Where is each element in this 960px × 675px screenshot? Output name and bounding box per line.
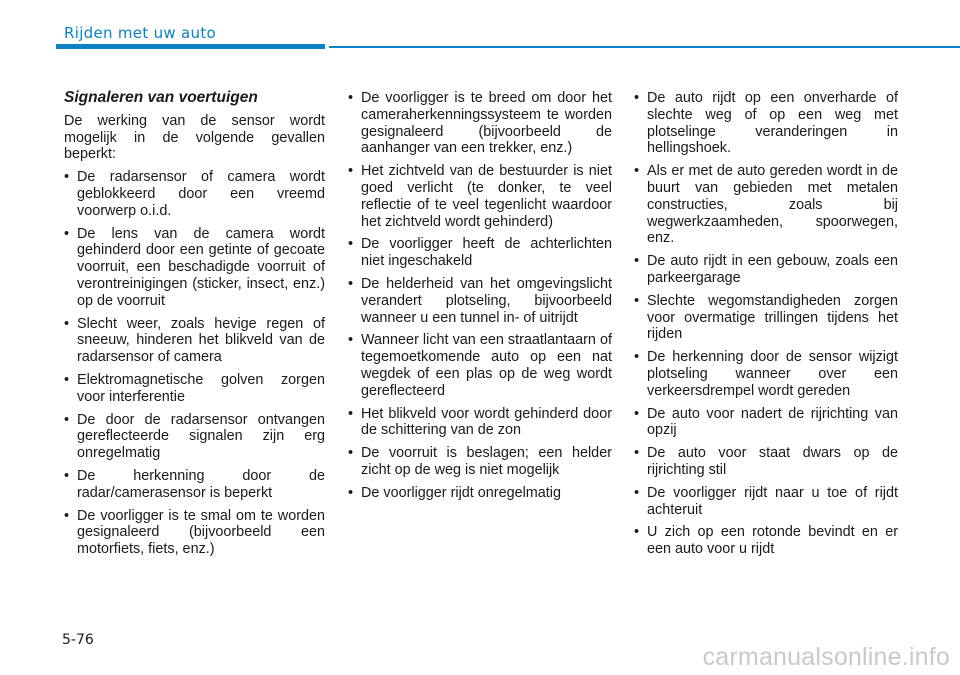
bullet-dot: • bbox=[634, 253, 640, 270]
bullet-dot: • bbox=[634, 90, 640, 106]
list-item-text: De door de radarsensor ontvangen gereflecteerde signalen zijn erg onregelmatig bbox=[77, 411, 325, 462]
list-item-text: Slechte wegomstandigheden zorgen voor overmatige trillingen tijdens het rijden bbox=[647, 292, 898, 343]
subsection-heading: Signaleren van voertuigen bbox=[64, 89, 258, 106]
list-item bbox=[634, 253, 898, 287]
bullet-dot: • bbox=[64, 467, 70, 484]
list-item-text: De voorligger is te smal om te worden gesignaleerd (bijvoorbeeld een motorfiets, fiets, enz.) bbox=[77, 507, 325, 558]
list-item-text: De voorligger is te breed om door het cameraherkenningssysteem te worden gesignaleerd (bijvoorbeeld de aanhanger van een trekker, enz.) bbox=[361, 90, 612, 157]
list-item bbox=[348, 485, 612, 502]
list-item-text: Het blikveld voor wordt gehinderd door de schittering van de zon bbox=[361, 405, 612, 439]
list-item-text: De voorligger heeft de achterlichten niet ingeschakeld bbox=[361, 236, 612, 270]
list-item bbox=[634, 90, 898, 157]
list-item bbox=[348, 163, 612, 230]
list-item-text: De radarsensor of camera wordt geblokkeerd door een vreemd voorwerp o.i.d. bbox=[77, 169, 325, 219]
header-rule-thick bbox=[56, 44, 325, 49]
bullet-dot: • bbox=[64, 315, 70, 332]
bullet-dot: • bbox=[348, 275, 354, 292]
list-item-text: Wanneer licht van een straatlantaarn of tegemoetkomende auto op een nat wegdek of een plas op de weg wordt gereflecteerd bbox=[361, 332, 612, 399]
bullet-dot: • bbox=[64, 371, 70, 388]
list-item bbox=[348, 445, 612, 479]
bullet-dot: • bbox=[634, 405, 640, 422]
bullet-dot: • bbox=[634, 292, 640, 309]
bullet-dot: • bbox=[634, 445, 640, 462]
bullet-dot: • bbox=[634, 484, 640, 501]
bullet-dot: • bbox=[634, 163, 640, 180]
intro-paragraph: De werking van de sensor wordt mogelijk in de volgende gevallen beperkt: bbox=[64, 112, 325, 163]
list-item bbox=[634, 349, 898, 399]
bullet-list bbox=[64, 169, 325, 558]
bullet-dot: • bbox=[64, 225, 70, 242]
list-item bbox=[64, 508, 325, 558]
list-item bbox=[348, 276, 612, 326]
list-item-text: De auto rijdt op een onverharde of slechte weg of op een weg met plotselinge veranderingen in hellingshoek. bbox=[647, 90, 898, 157]
bullet-dot: • bbox=[348, 163, 354, 180]
list-item bbox=[634, 293, 898, 343]
list-item-text: De helderheid van het omgevingslicht verandert plotseling, bijvoorbeeld wanneer u een tunnel in- of uitrijdt bbox=[361, 275, 612, 326]
list-item-text: De auto voor nadert de rijrichting van opzij bbox=[647, 405, 898, 439]
bullet-dot: • bbox=[348, 236, 354, 253]
list-item bbox=[348, 406, 612, 440]
bullet-list bbox=[634, 90, 898, 558]
list-item-text: Het zichtveld van de bestuurder is niet goed verlicht (te donker, te veel reflectie of te veel tegenlicht waardoor het zichtveld wordt gehinderd) bbox=[361, 163, 612, 230]
column-3 bbox=[634, 90, 898, 564]
list-item bbox=[634, 406, 898, 440]
list-item-text: De voorruit is beslagen; een helder zicht op de weg is niet mogelijk bbox=[361, 445, 612, 478]
bullet-dot: • bbox=[64, 507, 70, 524]
bullet-dot: • bbox=[348, 90, 354, 106]
list-item bbox=[64, 468, 325, 502]
list-item bbox=[634, 524, 898, 558]
list-item-text: De herkenning door de radar/camerasensor is beperkt bbox=[77, 467, 325, 501]
column-2 bbox=[348, 90, 612, 508]
list-item bbox=[64, 372, 325, 406]
bullet-dot: • bbox=[64, 411, 70, 428]
list-item bbox=[64, 169, 325, 219]
list-item-text: De herkenning door de sensor wijzigt plotseling wanneer over een verkeersdrempel wordt gereden bbox=[647, 349, 898, 399]
list-item-text: De voorligger rijdt onregelmatig bbox=[361, 484, 561, 501]
bullet-list bbox=[348, 90, 612, 502]
list-item-text: De auto rijdt in een gebouw, zoals een parkeergarage bbox=[647, 253, 898, 286]
list-item bbox=[64, 226, 325, 310]
list-item bbox=[634, 485, 898, 519]
list-item bbox=[64, 316, 325, 366]
bullet-dot: • bbox=[64, 169, 70, 186]
column-1 bbox=[64, 90, 325, 564]
watermark: carmanualsonline.info bbox=[702, 643, 950, 671]
header-rule-thin bbox=[329, 46, 960, 48]
list-item-text: De voorligger rijdt naar u toe of rijdt achteruit bbox=[647, 484, 898, 518]
bullet-dot: • bbox=[348, 484, 354, 501]
list-item-text: De auto voor staat dwars op de rijrichting stil bbox=[647, 445, 898, 478]
list-item bbox=[634, 163, 898, 247]
list-item bbox=[634, 445, 898, 479]
list-item-text: Elektromagnetische golven zorgen voor interferentie bbox=[77, 371, 325, 405]
bullet-dot: • bbox=[348, 445, 354, 462]
list-item-text: U zich op een rotonde bevindt en er een auto voor u rijdt bbox=[647, 524, 898, 558]
bullet-dot: • bbox=[348, 332, 354, 349]
list-item bbox=[348, 332, 612, 399]
section-title: Rijden met uw auto bbox=[64, 24, 216, 42]
list-item bbox=[64, 412, 325, 462]
bullet-dot: • bbox=[348, 405, 354, 422]
page-number: 5-76 bbox=[62, 632, 94, 648]
list-item-text: Slecht weer, zoals hevige regen of sneeuw, hinderen het blikveld van de radarsensor of camera bbox=[77, 315, 325, 366]
list-item bbox=[348, 90, 612, 157]
list-item-text: De lens van de camera wordt gehinderd door een getinte of gecoate voorruit, een beschadigde voorruit of verontreinigingen (sticker, insect, enz.) op de voorruit bbox=[77, 225, 325, 309]
list-item-text: Als er met de auto gereden wordt in de buurt van gebieden met metalen constructies, zoals bij wegwerkzaamheden, spoorwegen, enz. bbox=[647, 163, 898, 247]
bullet-dot: • bbox=[634, 524, 640, 541]
list-item bbox=[348, 236, 612, 270]
bullet-dot: • bbox=[634, 349, 640, 366]
